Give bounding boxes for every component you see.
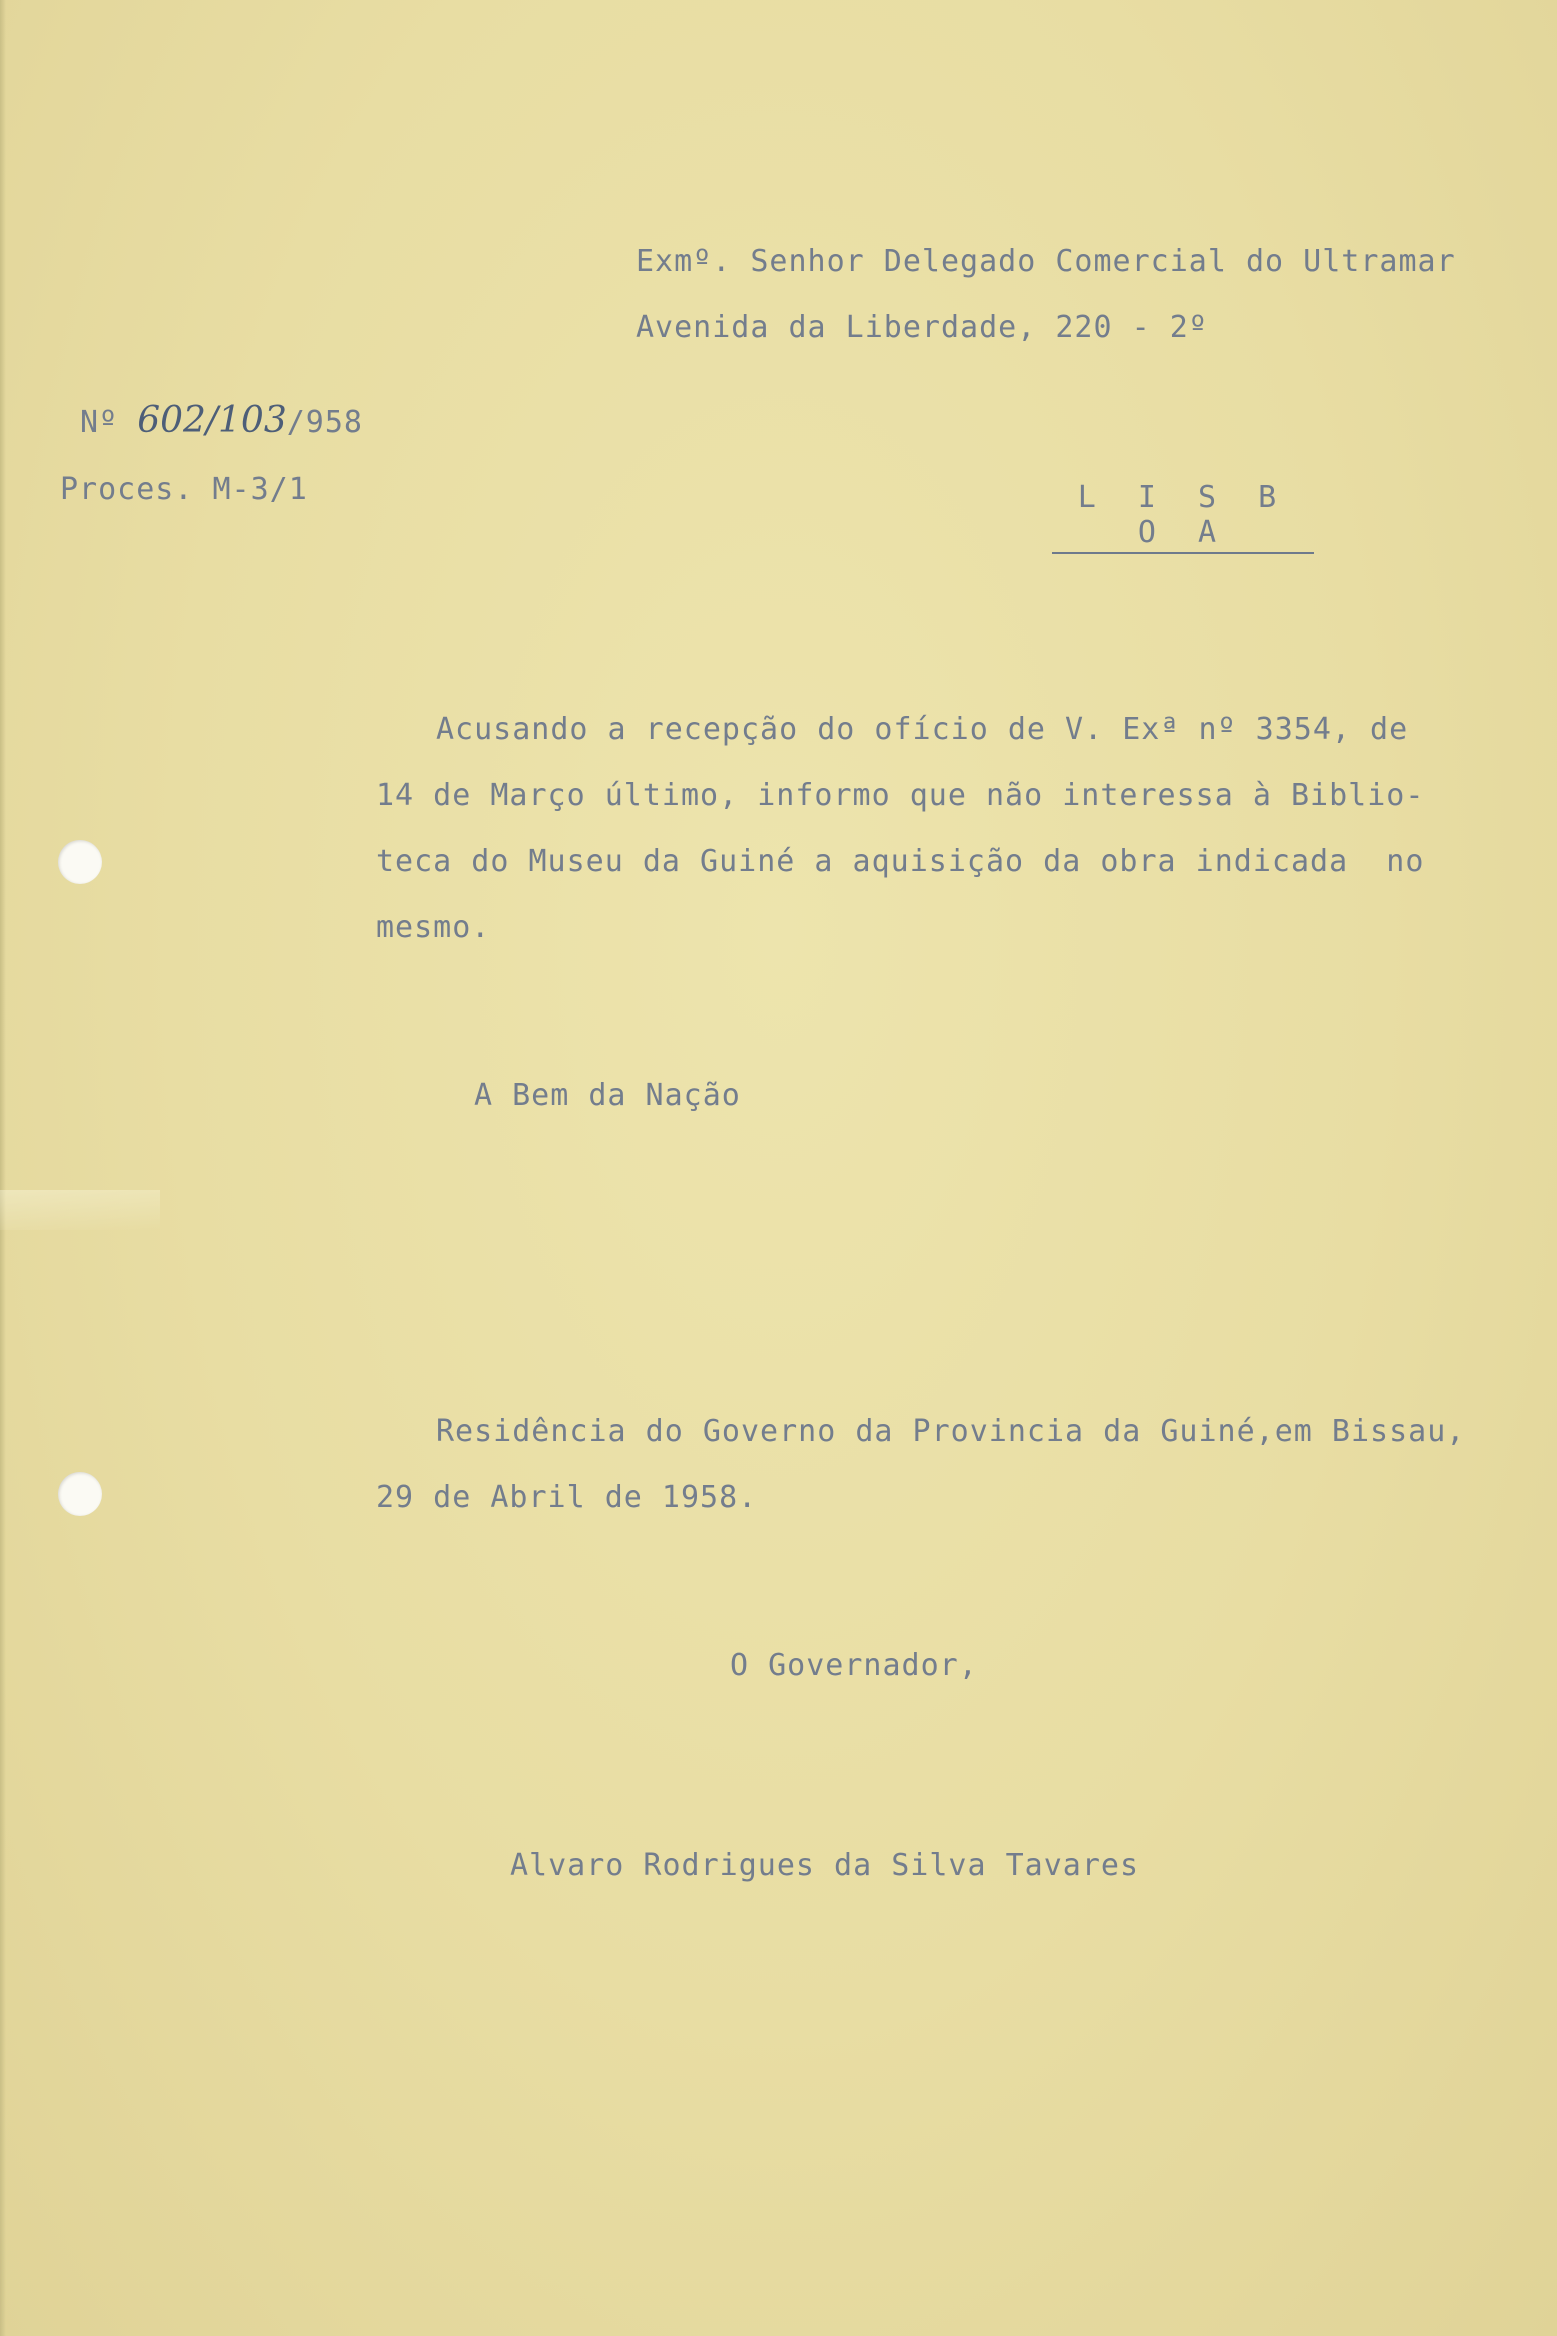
reference-number-year: /958	[286, 405, 363, 440]
reference-number-prefix: Nº	[80, 405, 138, 440]
signatory-title: O Governador,	[730, 1648, 978, 1683]
body-line-1: Acusando a recepção do ofício de V. Exª nº 3354, de	[436, 712, 1409, 747]
address-city: L I S B O A	[1052, 480, 1314, 554]
paper-crease	[0, 1190, 160, 1230]
reference-number	[80, 400, 363, 441]
punch-hole-bottom	[58, 1472, 102, 1516]
addressee-line-2: Avenida da Liberdade, 220 - 2º	[636, 310, 1208, 345]
body-line-2: 14 de Março último, informo que não interessa à Biblio-	[376, 778, 1425, 813]
reference-number-handwritten: 602/103	[137, 400, 287, 441]
body-line-4: mesmo.	[376, 910, 491, 945]
closing-salutation: A Bem da Nação	[474, 1078, 741, 1113]
body-line-3: teca do Museu da Guiné a aquisição da obra indicada no	[376, 844, 1425, 879]
place-date-line-2: 29 de Abril de 1958.	[376, 1480, 758, 1515]
addressee-line-1: Exmº. Senhor Delegado Comercial do Ultramar	[636, 244, 1456, 279]
punch-hole-top	[58, 840, 102, 884]
signatory-name: Alvaro Rodrigues da Silva Tavares	[510, 1848, 1140, 1883]
place-date-line-1: Residência do Governo da Provincia da Guiné,em Bissau,	[436, 1414, 1466, 1449]
process-reference: Proces. M-3/1	[60, 472, 308, 507]
